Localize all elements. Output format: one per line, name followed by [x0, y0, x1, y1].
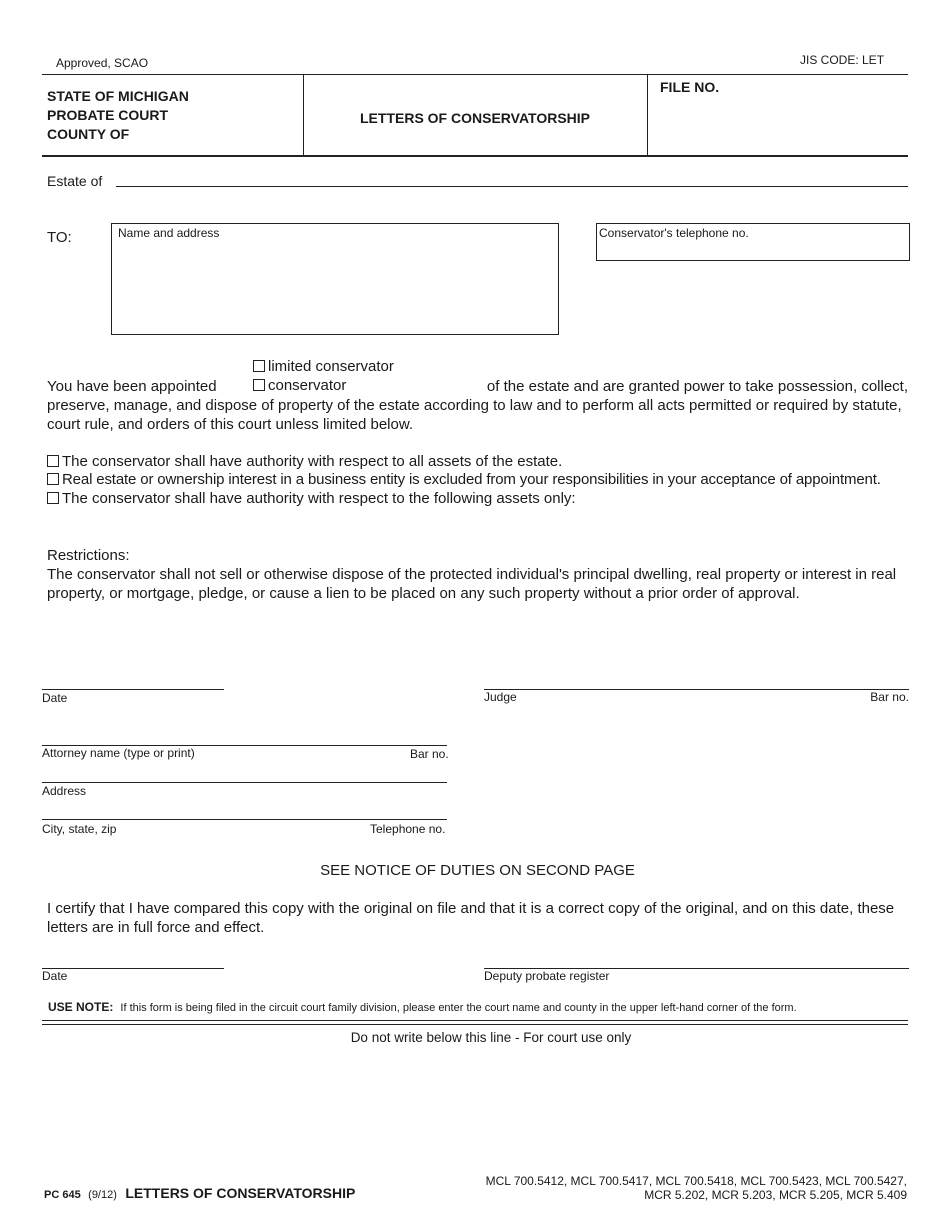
judge-line[interactable] — [484, 689, 909, 690]
telephone-box[interactable] — [596, 223, 910, 261]
header-divider-2 — [647, 74, 648, 156]
header-bottom-rule — [42, 155, 908, 157]
court-block — [47, 87, 189, 144]
real-estate-option[interactable] — [47, 471, 881, 488]
court-name: PROBATE COURT — [47, 107, 169, 123]
restrictions-line-2: property, or mortgage, pledge, or cause a lien to be placed on any such property without a prior order of approval. — [47, 585, 800, 602]
form-number: PC 645 — [44, 1189, 81, 1201]
judge-bar-no-label: Bar no. — [870, 690, 909, 704]
citations — [486, 1174, 907, 1202]
estate-label: Estate of — [47, 173, 103, 189]
court-county: COUNTY OF — [47, 126, 130, 142]
date-line[interactable] — [42, 689, 224, 690]
following-assets-checkbox[interactable] — [47, 492, 59, 504]
all-assets-label: The conservator shall have authority with respect to all assets of the estate. — [62, 453, 563, 470]
city-state-zip-label: City, state, zip — [42, 822, 117, 836]
attorney-name-label: Attorney name (type or print) — [42, 746, 195, 760]
certify-date-line[interactable] — [42, 968, 224, 969]
judge-label: Judge — [484, 690, 517, 704]
court-use-rule-2 — [42, 1024, 908, 1025]
all-assets-option[interactable] — [47, 453, 562, 470]
approved-text: Approved, SCAO — [56, 56, 149, 70]
certify-line-2: letters are in full force and effect. — [47, 919, 265, 936]
jis-code: JIS CODE: LET — [800, 53, 885, 67]
use-note — [48, 1000, 797, 1014]
form-revision: (9/12) — [88, 1189, 117, 1201]
conservator-option[interactable] — [253, 377, 346, 394]
appointment-line-3: court rule, and orders of this court unless limited below. — [47, 416, 414, 433]
attorney-bar-no-label: Bar no. — [410, 747, 449, 761]
telephone-label: Conservator's telephone no. — [599, 226, 749, 240]
following-assets-option[interactable] — [47, 490, 576, 507]
restrictions-line-1: The conservator shall not sell or otherwise dispose of the protected individual's principal dwelling, real property or interest in real — [47, 566, 897, 583]
court-state: STATE OF MICHIGAN — [47, 88, 189, 104]
court-use-rule-1 — [42, 1020, 908, 1021]
following-assets-label: The conservator shall have authority with respect to the following assets only: — [62, 490, 576, 507]
limited-conservator-checkbox[interactable] — [253, 360, 265, 372]
appointed-prefix: You have been appointed — [47, 378, 217, 395]
use-note-text: If this form is being filed in the circuit court family division, please enter the court name and county in the upper left-hand corner of the form. — [120, 1002, 797, 1014]
notice-of-duties: SEE NOTICE OF DUTIES ON SECOND PAGE — [320, 862, 635, 879]
citations-line-2: MCR 5.202, MCR 5.203, MCR 5.205, MCR 5.409 — [644, 1188, 907, 1202]
use-note-label: USE NOTE: — [48, 1000, 114, 1014]
restrictions-label: Restrictions: — [47, 547, 130, 564]
limited-conservator-option[interactable] — [253, 358, 394, 375]
date-label: Date — [42, 691, 68, 705]
header-top-rule — [42, 74, 908, 75]
telephone-no-label: Telephone no. — [370, 822, 446, 836]
limited-conservator-label: limited conservator — [268, 358, 394, 375]
appointment-line-2: preserve, manage, and dispose of property of the estate according to law and to perform all acts permitted or required by statute, — [47, 397, 902, 414]
address-label: Address — [42, 784, 87, 798]
deputy-register-label: Deputy probate register — [484, 969, 610, 983]
all-assets-checkbox[interactable] — [47, 455, 59, 467]
conservator-label: conservator — [268, 377, 347, 394]
citations-line-1: MCL 700.5412, MCL 700.5417, MCL 700.5418, MCL 700.5423, MCL 700.5427, — [485, 1174, 907, 1188]
footer-title: LETTERS OF CONSERVATORSHIP — [125, 1185, 356, 1201]
certify-date-label: Date — [42, 969, 68, 983]
city-state-zip-line[interactable] — [42, 819, 447, 820]
certify-line-1: I certify that I have compared this copy with the original on file and that it is a correct copy of the original, and on this date, these — [47, 900, 895, 917]
form-title: LETTERS OF CONSERVATORSHIP — [360, 110, 590, 126]
conservator-checkbox[interactable] — [253, 379, 265, 391]
appointed-suffix: of the estate and are granted power to take possession, collect, — [486, 378, 908, 395]
estate-input-line[interactable] — [116, 186, 908, 187]
court-use-only: Do not write below this line - For court use only — [350, 1030, 632, 1045]
name-address-box[interactable] — [111, 223, 559, 335]
real-estate-checkbox[interactable] — [47, 473, 59, 485]
file-no-label: FILE NO. — [660, 79, 720, 95]
address-line[interactable] — [42, 782, 447, 783]
footer-form-id — [44, 1185, 355, 1203]
to-label: TO: — [47, 229, 72, 246]
name-address-label: Name and address — [118, 226, 220, 240]
real-estate-label: Real estate or ownership interest in a business entity is excluded from your responsibilities in your acceptance of appointment. — [62, 471, 881, 488]
